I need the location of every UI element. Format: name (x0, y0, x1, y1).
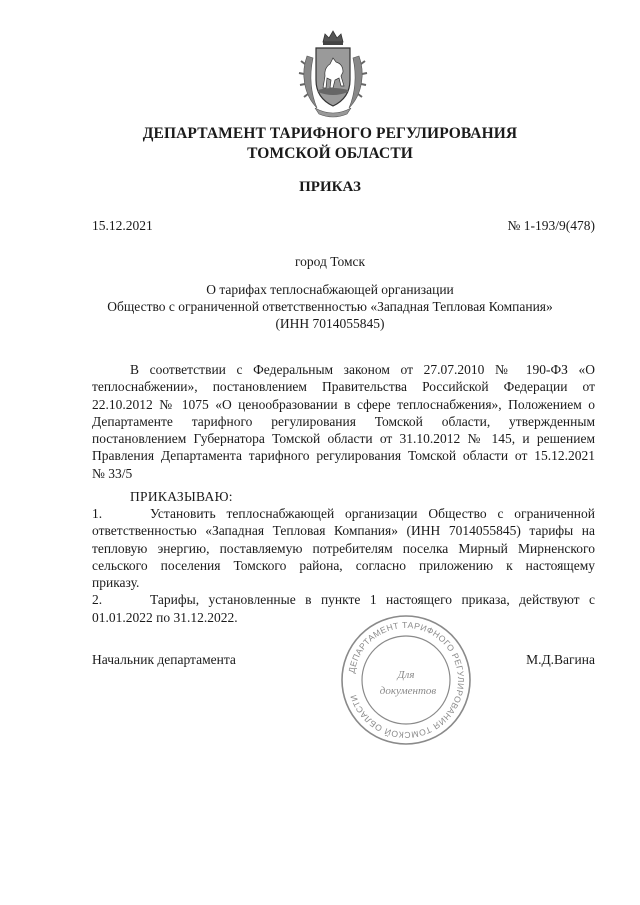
preamble-line: Департаменте тарифного регулирования Томской области, утвержденным (92, 413, 595, 429)
order-item-1-line: тепловую энергию, поставляемую потребителям поселка Мирный Мирненского (92, 540, 595, 556)
preamble-paragraph (92, 361, 595, 482)
preamble-line: Правления Департамента тарифного регулирования Томской области от 15.12.2021 (92, 448, 595, 464)
order-title: ПРИКАЗ (299, 179, 361, 195)
order-date: 15.12.2021 (92, 218, 153, 233)
preamble-line: постановлением Губернатора Томской области от 31.10.2012 № 145, и решением (92, 431, 595, 447)
preamble-line: теплоснабжении», постановлением Правительства Российской Федерации от (92, 379, 595, 395)
order-subject (40, 281, 620, 333)
order-item-1-text: Установить теплоснабжающей организации Общество с ограниченной (150, 506, 595, 521)
order-item-1-line: приказу. (92, 575, 140, 591)
order-item-2-number: 2. (92, 592, 103, 608)
order-item-2-text: Тарифы, установленные в пункте 1 настоящего приказа, действуют с (150, 592, 595, 608)
stamp-center-line1: Для (397, 669, 415, 681)
signatory-name: М.Д.Вагина (526, 652, 595, 667)
order-item-2-line: 01.01.2022 по 31.12.2022. (92, 609, 238, 625)
subject-line1: О тарифах теплоснабжающей организации (206, 282, 454, 297)
date-number-row (92, 217, 595, 235)
preamble-line: № 33/5 (92, 465, 133, 481)
order-number: № 1-193/9(478) (507, 218, 595, 233)
order-heading: ПРИКАЗЫВАЮ: (130, 489, 233, 504)
subject-line3: (ИНН 7014055845) (275, 316, 385, 332)
order-item-1-line (92, 505, 595, 522)
subject-line2: Общество с ограниченной ответственностью «Западная Тепловая Компания» (107, 299, 553, 315)
order-item-2-line (92, 591, 595, 608)
stamp-center-line2: документов (379, 685, 437, 697)
department-title-line2: ТОМСКОЙ ОБЛАСТИ (247, 145, 413, 162)
order-item-1-number: 1. (92, 506, 103, 521)
city: город Томск (294, 254, 366, 269)
order-items (92, 505, 595, 626)
preamble-line: В соответствии с Федеральным законом от 27.07.2010 № 190-ФЗ «О (130, 362, 595, 377)
order-item-1-line: сельского поселения Томского района, согласно приложению к настоящему (92, 557, 595, 573)
department-title-line1: ДЕПАРТАМЕНТ ТАРИФНОГО РЕГУЛИРОВАНИЯ (142, 125, 518, 142)
order-item-1-line: ответственностью «Западная Тепловая Компания» (ИНН 7014055845) тарифы на (92, 523, 595, 539)
coat-of-arms-icon (297, 28, 369, 120)
official-stamp (338, 612, 474, 748)
preamble-line: 22.10.2012 № 1075 «О ценообразовании в сфере теплоснабжения», Положением о (92, 396, 595, 412)
stamp-ring-text: ДЕПАРТАМЕНТ ТАРИФНОГО РЕГУЛИРОВАНИЯ ТОМСКОЙ ОБЛАСТИ (346, 619, 467, 741)
signatory-position: Начальник департамента (92, 652, 236, 667)
